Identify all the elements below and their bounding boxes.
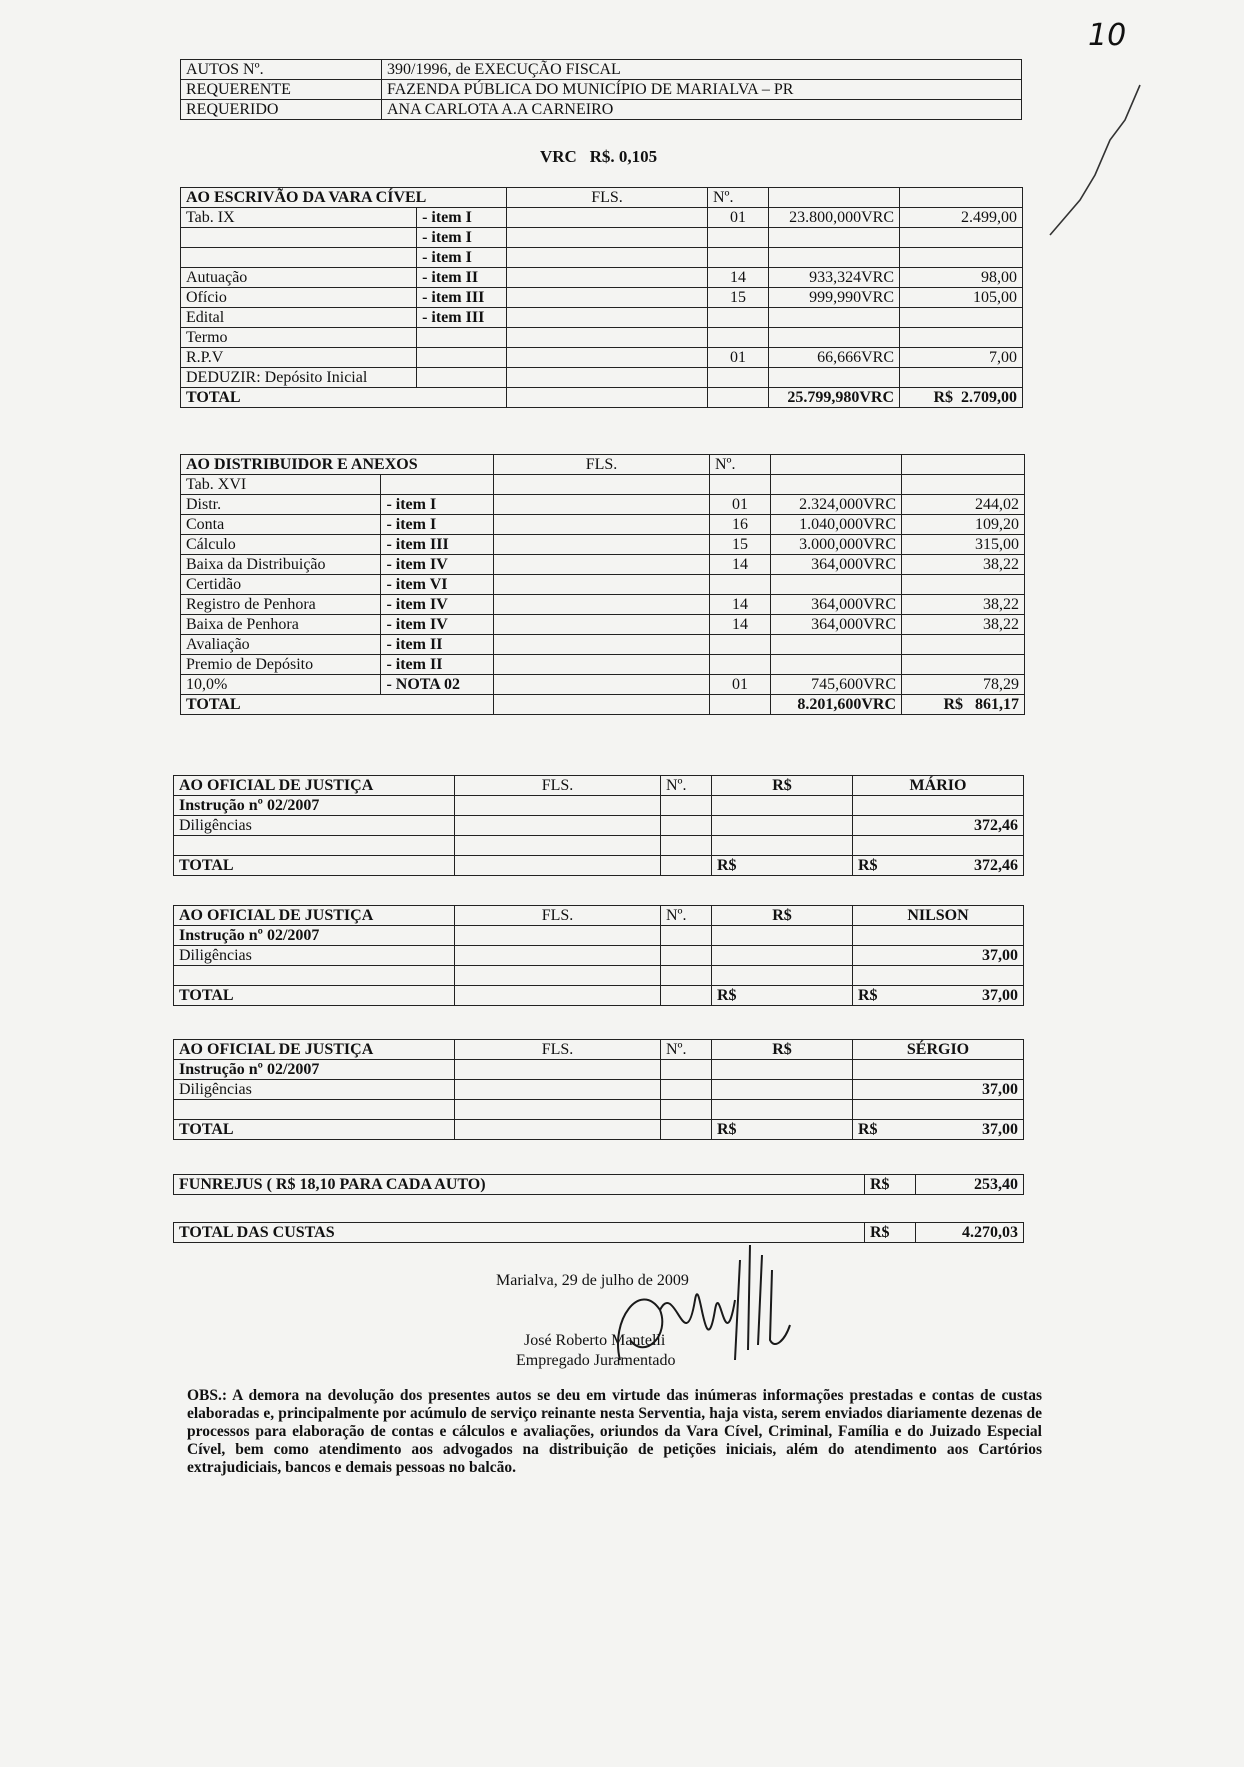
row-item: - item II <box>381 655 494 675</box>
row-label: Autuação <box>181 268 417 288</box>
total-label: TOTAL <box>181 388 507 408</box>
row-label <box>181 228 417 248</box>
table-row <box>174 816 1024 836</box>
row-item: - item I <box>417 248 507 268</box>
funrejus-rs: R$ <box>865 1175 916 1195</box>
n-header: Nº. <box>708 188 769 208</box>
table-header <box>174 1040 1024 1060</box>
row-label: 10,0% <box>181 675 381 695</box>
row-label: Tab. IX <box>181 208 417 228</box>
section-title: AO DISTRIBUIDOR E ANEXOS <box>181 455 494 475</box>
row-number <box>710 635 771 655</box>
row-value <box>900 308 1023 328</box>
table-row <box>174 1100 1024 1120</box>
total-rs: R$ <box>712 856 853 876</box>
row-vrc <box>769 248 900 268</box>
fls-header: FLS. <box>455 906 661 926</box>
row-label: Ofício <box>181 288 417 308</box>
row-value: 105,00 <box>900 288 1023 308</box>
total-label: TOTAL <box>174 1120 455 1140</box>
funrejus-value: 253,40 <box>916 1175 1024 1195</box>
row-number: 15 <box>710 535 771 555</box>
total-value: 372,46 <box>974 857 1018 874</box>
row-value: 244,02 <box>902 495 1025 515</box>
section-title: AO OFICIAL DE JUSTIÇA <box>174 906 455 926</box>
row-label: Premio de Depósito <box>181 655 381 675</box>
section-title: AO ESCRIVÃO DA VARA CÍVEL <box>181 188 507 208</box>
header-value: 390/1996, de EXECUÇÃO FISCAL <box>382 60 1022 80</box>
row-label: Distr. <box>181 495 381 515</box>
instruction-label: Instrução nº 02/2007 <box>174 926 455 946</box>
row-number <box>710 655 771 675</box>
row-value: 7,00 <box>900 348 1023 368</box>
row-item: - item IV <box>381 555 494 575</box>
rs-header: R$ <box>712 1040 853 1060</box>
diligencias-label: Diligências <box>174 946 455 966</box>
row-item <box>417 368 507 388</box>
signer-name: José Roberto Mantelli <box>524 1332 666 1349</box>
total-value: R$ 2.709,00 <box>900 388 1023 408</box>
table-row <box>174 926 1024 946</box>
fls-header: FLS. <box>494 455 710 475</box>
table-row <box>181 288 1023 308</box>
table-row <box>181 615 1025 635</box>
row-number: 16 <box>710 515 771 535</box>
total-value-cell <box>853 986 1024 1006</box>
fls-cell <box>507 368 708 388</box>
row-item: - item I <box>381 515 494 535</box>
total-vrc: 25.799,980VRC <box>769 388 900 408</box>
row-value <box>902 475 1025 495</box>
fls-cell <box>494 635 710 655</box>
row-number <box>710 475 771 495</box>
fls-cell <box>494 495 710 515</box>
table-row <box>174 836 1024 856</box>
instruction-label: Instrução nº 02/2007 <box>174 796 455 816</box>
fls-cell <box>494 615 710 635</box>
row-vrc: 364,000VRC <box>771 615 902 635</box>
fls-cell <box>494 595 710 615</box>
total-value: R$ 861,17 <box>902 695 1025 715</box>
fls-header: FLS. <box>455 1040 661 1060</box>
fls-header: FLS. <box>507 188 708 208</box>
row-value <box>902 655 1025 675</box>
row-item <box>381 475 494 495</box>
row-item: - item II <box>417 268 507 288</box>
row-item: - item I <box>381 495 494 515</box>
row-vrc <box>771 635 902 655</box>
fls-cell <box>507 328 708 348</box>
signature-scribble <box>600 1240 810 1390</box>
row-number: 15 <box>708 288 769 308</box>
header-label: REQUERIDO <box>181 100 382 120</box>
header-label: REQUERENTE <box>181 80 382 100</box>
row-vrc <box>769 308 900 328</box>
row-label: Registro de Penhora <box>181 595 381 615</box>
row-item: - item III <box>417 308 507 328</box>
row-vrc: 66,666VRC <box>769 348 900 368</box>
oficial-table <box>173 775 1024 876</box>
diligencias-value: 37,00 <box>853 946 1024 966</box>
row-vrc <box>771 475 902 495</box>
row-number: 01 <box>710 675 771 695</box>
row-value: 98,00 <box>900 268 1023 288</box>
table-row <box>181 268 1023 288</box>
table-row <box>174 966 1024 986</box>
section-title: AO OFICIAL DE JUSTIÇA <box>174 1040 455 1060</box>
fls-cell <box>507 228 708 248</box>
header-value: FAZENDA PÚBLICA DO MUNICÍPIO DE MARIALVA – PR <box>382 80 1022 100</box>
row-label: Cálculo <box>181 535 381 555</box>
fls-cell <box>507 308 708 328</box>
row-item: - item IV <box>381 595 494 615</box>
total-rs-prefix: R$ <box>858 857 878 874</box>
total-row <box>181 388 1023 408</box>
row-number <box>710 575 771 595</box>
fls-header: FLS. <box>455 776 661 796</box>
table-row <box>181 535 1025 555</box>
row-number <box>708 328 769 348</box>
row-value <box>902 635 1025 655</box>
table-row <box>174 1060 1024 1080</box>
fls-cell <box>494 655 710 675</box>
row-number: 01 <box>708 348 769 368</box>
row-label: Certidão <box>181 575 381 595</box>
table-header <box>174 776 1024 796</box>
fls-cell <box>494 575 710 595</box>
fls-cell <box>494 515 710 535</box>
officer-name: MÁRIO <box>853 776 1024 796</box>
total-custas-table <box>173 1222 1024 1243</box>
row-vrc: 933,324VRC <box>769 268 900 288</box>
total-rs: R$ <box>712 986 853 1006</box>
row-number: 01 <box>710 495 771 515</box>
diligencias-value: 37,00 <box>853 1080 1024 1100</box>
row-value: 38,22 <box>902 615 1025 635</box>
row-vrc: 364,000VRC <box>771 595 902 615</box>
oficial-table <box>173 905 1024 1006</box>
page-number-mark: 10 <box>1088 18 1127 53</box>
fls-cell <box>494 535 710 555</box>
table-header <box>174 906 1024 926</box>
table-header <box>181 188 1023 208</box>
total-row <box>174 856 1024 876</box>
table-row <box>181 635 1025 655</box>
vrc-rate: VRC R$. 0,105 <box>540 147 658 166</box>
row-number: 14 <box>710 615 771 635</box>
row-vrc <box>769 228 900 248</box>
table-row <box>181 555 1025 575</box>
row-item: - item I <box>417 208 507 228</box>
total-vrc: 8.201,600VRC <box>771 695 902 715</box>
table-row <box>174 796 1024 816</box>
row-item: - item II <box>381 635 494 655</box>
row-number <box>708 248 769 268</box>
row-label: Termo <box>181 328 417 348</box>
row-value: 109,20 <box>902 515 1025 535</box>
total-rs-prefix: R$ <box>858 987 878 1004</box>
row-label <box>181 248 417 268</box>
total-custas-label: TOTAL DAS CUSTAS <box>174 1223 865 1243</box>
distribuidor-table <box>180 454 1025 715</box>
total-row <box>174 1120 1024 1140</box>
row-label: Baixa da Distribuição <box>181 555 381 575</box>
signer-role: Empregado Juramentado <box>516 1352 676 1369</box>
table-row <box>181 208 1023 228</box>
row-vrc <box>771 655 902 675</box>
funrejus-label: FUNREJUS ( R$ 18,10 PARA CADA AUTO) <box>174 1175 865 1195</box>
total-row <box>174 986 1024 1006</box>
fls-cell <box>507 348 708 368</box>
fls-cell <box>507 208 708 228</box>
funrejus-row <box>174 1175 1024 1195</box>
row-vrc: 1.040,000VRC <box>771 515 902 535</box>
table-row <box>181 575 1025 595</box>
row-number <box>708 368 769 388</box>
fls-cell <box>494 555 710 575</box>
row-vrc: 999,990VRC <box>769 288 900 308</box>
fls-cell <box>507 248 708 268</box>
table-row <box>174 1080 1024 1100</box>
table-row <box>181 595 1025 615</box>
funrejus-table <box>173 1174 1024 1195</box>
row-vrc: 364,000VRC <box>771 555 902 575</box>
row-vrc: 2.324,000VRC <box>771 495 902 515</box>
total-custas-value: 4.270,03 <box>916 1223 1024 1243</box>
table-row <box>181 328 1023 348</box>
header-label: AUTOS Nº. <box>181 60 382 80</box>
row-number: 14 <box>710 555 771 575</box>
row-label: Avaliação <box>181 635 381 655</box>
total-rs: R$ <box>712 1120 853 1140</box>
row-value <box>900 368 1023 388</box>
n-header: Nº. <box>661 776 712 796</box>
row-label: Conta <box>181 515 381 535</box>
row-vrc <box>769 368 900 388</box>
total-row <box>181 695 1025 715</box>
total-custas-rs: R$ <box>865 1223 916 1243</box>
total-custas-row <box>174 1223 1024 1243</box>
fls-cell <box>494 675 710 695</box>
place-date: Marialva, 29 de julho de 2009 <box>496 1272 689 1289</box>
case-header-table <box>180 59 1022 120</box>
n-header: Nº. <box>710 455 771 475</box>
row-number: 14 <box>708 268 769 288</box>
table-header <box>181 455 1025 475</box>
row-value: 38,22 <box>902 555 1025 575</box>
header-value: ANA CARLOTA A.A CARNEIRO <box>382 100 1022 120</box>
row-value: 2.499,00 <box>900 208 1023 228</box>
row-label: Baixa de Penhora <box>181 615 381 635</box>
oficial-table <box>173 1039 1024 1140</box>
row-value: 38,22 <box>902 595 1025 615</box>
row-value: 78,29 <box>902 675 1025 695</box>
officer-name: SÉRGIO <box>853 1040 1024 1060</box>
officer-name: NILSON <box>853 906 1024 926</box>
table-row <box>174 946 1024 966</box>
row-item: - item VI <box>381 575 494 595</box>
row-item: - item IV <box>381 615 494 635</box>
table-row <box>181 248 1023 268</box>
table-row <box>181 675 1025 695</box>
row-item: - item III <box>381 535 494 555</box>
table-row <box>181 308 1023 328</box>
n-header: Nº. <box>661 906 712 926</box>
total-value-cell <box>853 856 1024 876</box>
table-row <box>181 655 1025 675</box>
fls-cell <box>507 288 708 308</box>
table-row <box>181 515 1025 535</box>
row-vrc <box>769 328 900 348</box>
row-number: 01 <box>708 208 769 228</box>
row-vrc: 23.800,000VRC <box>769 208 900 228</box>
row-vrc: 3.000,000VRC <box>771 535 902 555</box>
row-label: DEDUZIR: Depósito Inicial <box>181 368 417 388</box>
header-row <box>181 100 1022 120</box>
total-label: TOTAL <box>174 986 455 1006</box>
row-item <box>417 348 507 368</box>
observation-note: OBS.: A demora na devolução dos presentes autos se deu em virtude das inúmeras informações prestadas e contas de custas elaboradas e, principalmente por acúmulo de serviço reinante nesta Serventia, haja vista, serem enviados diariamente dezenas de processos para elaboração de contas e cálculos e avaliações, oriundos da Vara Cível, Criminal, Família e do Juizado Especial Cível, bem como atendimento aos advogados na distribuição de petições iniciais, além do atendimento aos Cartórios extrajudiciais, bancos e demais pessoas no balcão. <box>187 1387 1042 1476</box>
row-value <box>900 248 1023 268</box>
row-label: Edital <box>181 308 417 328</box>
rs-header: R$ <box>712 906 853 926</box>
total-value: 37,00 <box>982 1121 1018 1138</box>
rs-header: R$ <box>712 776 853 796</box>
handwritten-slash <box>1040 80 1150 240</box>
row-value <box>900 328 1023 348</box>
row-number: 14 <box>710 595 771 615</box>
row-value: 315,00 <box>902 535 1025 555</box>
row-value <box>902 575 1025 595</box>
row-value <box>900 228 1023 248</box>
row-item <box>417 328 507 348</box>
table-row <box>181 495 1025 515</box>
total-label: TOTAL <box>181 695 494 715</box>
header-row <box>181 80 1022 100</box>
n-header: Nº. <box>661 1040 712 1060</box>
row-item: - item III <box>417 288 507 308</box>
row-item: - item I <box>417 228 507 248</box>
row-label: Tab. XVI <box>181 475 381 495</box>
fls-cell <box>494 475 710 495</box>
total-value-cell <box>853 1120 1024 1140</box>
escrivao-table <box>180 187 1023 408</box>
row-label: R.P.V <box>181 348 417 368</box>
total-label: TOTAL <box>174 856 455 876</box>
diligencias-label: Diligências <box>174 816 455 836</box>
instruction-label: Instrução nº 02/2007 <box>174 1060 455 1080</box>
row-number <box>708 228 769 248</box>
table-row <box>181 475 1025 495</box>
table-row <box>181 228 1023 248</box>
row-vrc <box>771 575 902 595</box>
diligencias-label: Diligências <box>174 1080 455 1100</box>
diligencias-value: 372,46 <box>853 816 1024 836</box>
header-row <box>181 60 1022 80</box>
total-value: 37,00 <box>982 987 1018 1004</box>
section-title: AO OFICIAL DE JUSTIÇA <box>174 776 455 796</box>
total-rs-prefix: R$ <box>858 1121 878 1138</box>
table-row <box>181 348 1023 368</box>
row-vrc: 745,600VRC <box>771 675 902 695</box>
table-row <box>181 368 1023 388</box>
fls-cell <box>507 268 708 288</box>
row-number <box>708 308 769 328</box>
row-item: - NOTA 02 <box>381 675 494 695</box>
